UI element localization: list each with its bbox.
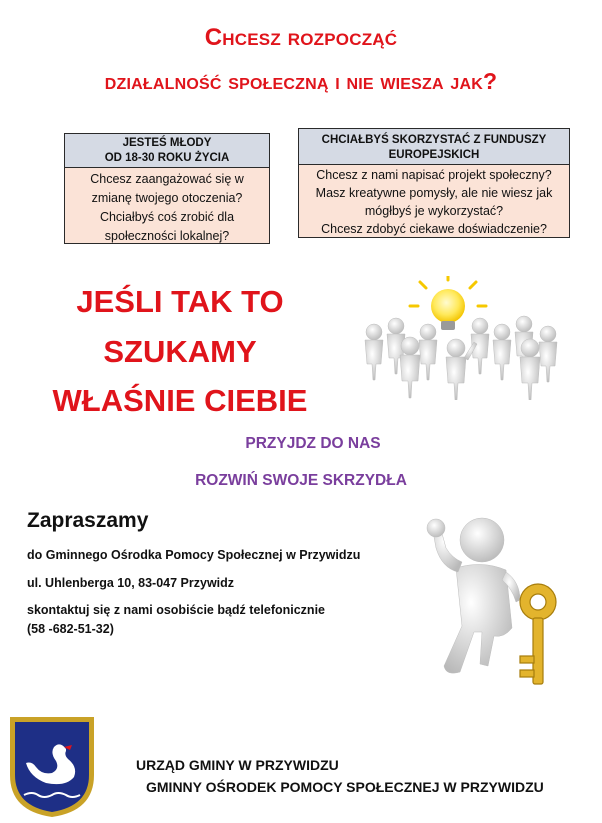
- figure-with-golden-key-illustration: [410, 506, 570, 696]
- person-figure: [365, 324, 383, 380]
- person-figure: [539, 326, 557, 382]
- eu-funds-box-header: [299, 129, 569, 165]
- invite-organization: do Gminnego Ośrodka Pomocy Społecznej w Przywidzu: [27, 548, 361, 562]
- swan-coat-of-arms-icon: [8, 715, 96, 819]
- invite-phone: (58 -682-51-32): [27, 622, 114, 636]
- slogan-line-1: JEŚLI TAK TO: [76, 284, 284, 319]
- invite-title: Zapraszamy: [27, 509, 149, 532]
- footer-social-welfare-center: GMINNY OŚRODEK POMOCY SPOŁECZNEJ W PRZYWIDZU: [146, 779, 544, 795]
- young-box-line: Chciałbyś coś zrobić dla: [99, 210, 235, 224]
- young-box-body: [65, 168, 269, 243]
- person-figure: [446, 339, 477, 400]
- come-to-us-text: PRZYJDZ DO NAS: [245, 435, 381, 452]
- people-with-lightbulb-illustration: [352, 276, 568, 400]
- golden-key-icon: [520, 584, 556, 684]
- eu-funds-info-box: [298, 128, 570, 238]
- person-figure: [400, 337, 420, 398]
- eu-funds-box-body: [299, 165, 569, 237]
- young-box-title-line-1: JESTEŚ MŁODY: [122, 137, 212, 149]
- young-box-title-line-2: OD 18-30 ROKU ŻYCIA: [104, 152, 230, 164]
- headline-line-1: Chcesz rozpocząć: [204, 24, 398, 51]
- eu-funds-box-line: Masz kreatywne pomysły, ale nie wiesz jak: [315, 186, 553, 200]
- headline-line-2: działalność społeczną i nie wiesza jak?: [104, 68, 498, 94]
- eu-funds-box-line: mógłbyś je wykorzystać?: [364, 204, 504, 218]
- eu-funds-box-title-line-1: CHCIAŁBYŚ SKORZYSTAĆ Z FUNDUSZY: [321, 134, 547, 146]
- invite-contact-text: skontaktuj się z nami osobiście bądź telefonicznie: [27, 603, 325, 617]
- invite-address: ul. Uhlenberga 10, 83-047 Przywidz: [27, 576, 235, 590]
- footer-municipal-office: URZĄD GMINY W PRZYWIDZU: [136, 757, 339, 773]
- person-figure: [520, 339, 540, 400]
- young-info-box: [64, 133, 270, 244]
- eu-funds-box-title-line-2: EUROPEJSKICH: [388, 149, 480, 161]
- young-box-line: zmianę twojego otoczenia?: [91, 191, 243, 205]
- slogan-line-2: SZUKAMY: [103, 334, 257, 369]
- spread-wings-text: ROZWIŃ SWOJE SKRZYDŁA: [195, 472, 407, 489]
- eu-funds-box-line: Chcesz z nami napisać projekt społeczny?: [316, 168, 552, 182]
- slogan-line-3: WŁAŚNIE CIEBIE: [52, 383, 308, 418]
- eu-funds-box-line: Chcesz zdobyć ciekawe doświadczenie?: [321, 222, 547, 236]
- person-figure: [419, 324, 437, 380]
- person-figure: [493, 324, 511, 380]
- young-box-line: społeczności lokalnej?: [104, 229, 230, 243]
- young-box-line: Chcesz zaangażować się w: [90, 172, 244, 186]
- young-box-header: [65, 134, 269, 168]
